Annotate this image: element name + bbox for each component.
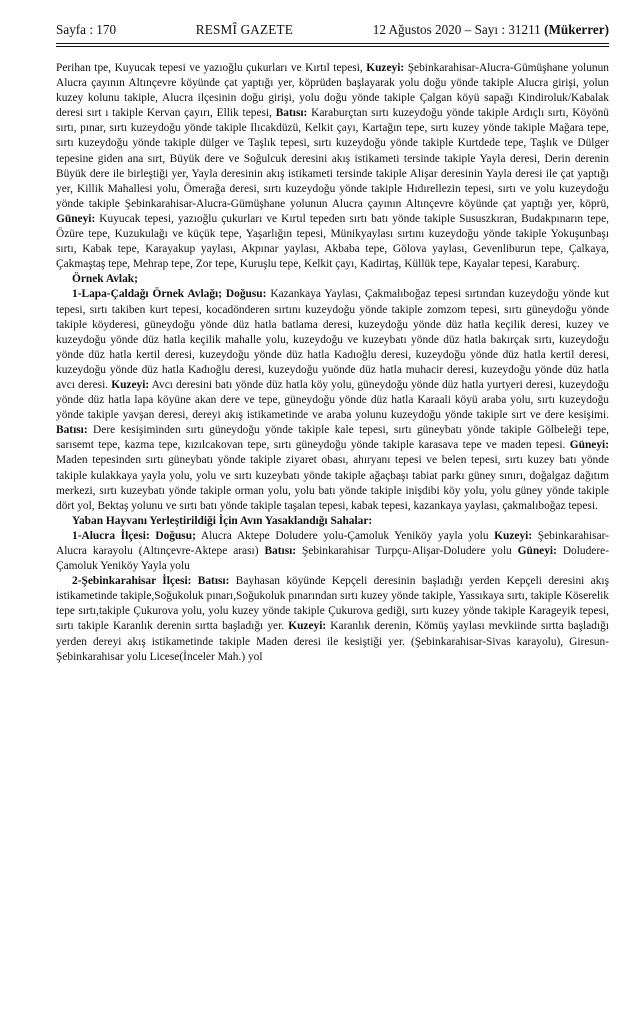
- text-run: Perihan tpe, Kuyucak tepesi ve yazıoğlu çukurları ve Kırtıl tepesi,: [56, 62, 367, 74]
- heading-wildlife-ban-areas: Yaban Hayvanı Yerleştirildiği İçin Avın Yasaklandığı Sahalar:: [72, 514, 373, 527]
- text-run: Avcı deresini batı yönde düz hatla köy yolu, güneydoğu yönde düz hatla yurtyeri deresi, kuzeydoğu yönde düz hatla lapa köyüne akan dere ve tepe, güneydoğu yönde düz hatla Karaali köyü araba yolu, sırtı kuzeydoğu yönde takiple yavşan deresi, dereyi akış istikametinde ve araba yolunu kuzeydoğu yönde takiple sırt ve dere kesişimi.: [56, 378, 609, 422]
- text-run: Dere kesişiminden sırtı güneydoğu yönde takiple kale tepesi, sırtı güneybatı yönde takiple Gölbeleği tepe, sarısemt tepe, kazma tepe, kızılcakovan tepe, sırtı güneydoğu yönde takiple karasava tepe ve maden tepesi.: [56, 424, 609, 452]
- text-run: Kazankaya Yaylası, Çakmalıboğaz tepesi sırtından kuzeydoğu yönde kut tepesi, sırtı takiben kurt tepesi, kocadönderen sırtını kuzeydoğu yönde takiple zomzom tepesi, sırtı güneydoğu yönde takiple köyderesi, güneydoğu yönde düz hatla batlama deresi, kuzeydoğu yönde düz hatla keçilik deresi, kuzey ve kuzeydoğu yönde düz hatla keçilik mahalle yolu, kuzeydoğu ve kuzeybatı yönde düz hatla bakırçak sırtı, kuzeydoğu yönde düz hatla kertil deresi, kuzeydoğu yönde düz hatla Kadıoğlu deresi, kuzeydoğu yönde düz hatla kertil deresi, kuzeydoğu yönde düz hatla Kadıoğlu deresi, kuzeydoğu yuönde düz hatla muhacir deresi, kuzeydoğu yönde düz hatla avcı deresi.: [56, 288, 609, 391]
- issue-date-number: 12 Ağustos 2020 – Sayı : 31211: [372, 22, 545, 37]
- paragraph-lapa-caldagi: [56, 287, 609, 513]
- text-run: Maden tepesinden sırtı güneybatı yönde takiple ziyaret obası, ahıryanı tepesi ve belen tepesi, sırtı kuzey batı yönde takiple kulakkaya yayla yolu, yolu ve sırtı kuzeybatı yönde takiple ağaçbaşı tabiat parkı güney sınırı, doğalgaz dağıtım merkezi, sırtı kuzeybatı yönde takiple orman yolu, yolu batı yönde takiple inişdibi köy yolu, yolu güney yönde takiple dört yol, Bektaş yolunu ve sırtı batı yönde takiple taşalan tepesi, kabak tepesi, kazankaya yaylası, çakmalıboğaz tepesi.: [56, 454, 609, 512]
- paragraph-boundaries-continued: [56, 61, 609, 272]
- label-north: Kuzeyi:: [366, 62, 405, 74]
- label-south: Güneyi:: [517, 545, 557, 557]
- text-run: Bayhasan köyünde Kepçeli deresinin başladığı yerden Kepçeli deresini akış istikametinde takiple,Soğukoluk pınarı,Soğukoluk pınarından sırtı kuzey yönde takiple, Yassıkaya sırtı, takiple Köserelik tepe sırtı,takiple Çukurova yolu, yolu kuzey yönde takiple Çukurova gediği, sırtı kuzey yönde takiple Karageyik tepesi, sırtı takiple Karanlık derenin sırtta başladığı yer.: [56, 575, 609, 633]
- label-west: Batısı:: [56, 424, 88, 437]
- label-lapa-east: 1-Lapa-Çaldağı Örnek Avlağı; Doğusu:: [72, 288, 267, 301]
- issue-info: [373, 22, 609, 38]
- label-west: Batısı:: [264, 545, 297, 557]
- paragraph-sebinkarahisar: [56, 574, 609, 665]
- text-run: Karanlık derenin, Kömüş yaylası mevkiinde sırtta başladığı yerden dereyi akış istikametinde takiple Maden deresi ile kesiştiği yer. (Şebinkarahisar-Sivas karayolu), Giresun-Şebinkarahisar yolu Licese(İnceler Mah.) yol: [56, 620, 609, 663]
- page-header: [56, 22, 609, 42]
- text-run: Alucra Aktepe Doludere yolu-Çamoluk Yeniköy yayla yolu: [195, 529, 495, 542]
- text-run: Şebinkarahisar-Alucra karayolu (Altınçevre-Aktepe arası): [56, 529, 609, 557]
- text-run: Kuyucak tepesi, yazıoğlu çukurları ve Kırtıl tepeden sırtı batı yönde takiple Sususzkıran, Budakpınarın tepe, Özüre tepe, Kuzukulağı ve küçük tepe, Yaşarlığın tepesi, Münikyaylası sırtını kuzeydoğu yönde takiple Yokuşunbaşı sırtı, Kabak tepe, Karayakup yaylası, Akpınar yaylası, Akbaba tepe, Gölova yaylası, Gevenliburun tepe, Çalkaya, Çakmaştaş tepe, Mehrap tepe, Zor tepe, Kuruşlu tepe, Kelkit çayı, Kadirtaş, Küllük tepe, Kayalar tepesi, Karaburç.: [56, 212, 609, 271]
- text-run: Şebinkarahisar Turpçu-Alişar-Doludere yolu: [296, 545, 518, 557]
- text-run: Doludere-Çamoluk Yeniköy Yayla yolu: [56, 545, 609, 573]
- text-run: Karaburçtan sırtı kuzeydoğu yönde takiple Ardıçlı sırtı, Köyönü sırtı, pınar, sırtı kuzeydoğu yönde takiple Ilıcakdüzü, Kelkit çayı, Kartağın tepe, sırtı kuzey yönde takiple Mağara tepe, sırtı kuzeydoğu yönde takiple dülger ve Taşlık tepesi, sırtı kuzeydoğu yönde takiple Kurtdede tepe, Taşlık ve Dülger tepesine giden ana sırt, Büyük dere ve Soğulcuk deresini akış istikameti tersinde takiple Yayla deresi, Derin derenin Büyük dere ile birleştiği yer, Yayla deresinin akış istikameti tersinde takiple Alişar deresinin Yayla deresi ile çat yaptığı yer, Killik Mahallesi yolu, Ömerağa deresi, sırtı kuzeydoğu yönde takiple Hıdırellezin tepesi, sırtı ve yolu kuzeydoğu yönde takiple Şebinkarahisar-Alucra-Gümüşhane yolunun Alucra çayının Altınçevre köyünde çat yaptığı yer, köprü,: [56, 107, 609, 210]
- label-north: Kuzeyi:: [111, 378, 150, 391]
- label-north: Kuzeyi:: [494, 529, 533, 542]
- text-run: Şebinkarahisar-Alucra-Gümüşhane yolunun Alucra çayının Altınçevre köyünde çat yaptığı yer, köprüden başlayarak yolu doğu yönde takiple Alucra girişi, yolun kuzey kolunu takiple, Alucra ilçesinin doğu girişi, yolu doğu yönde takiple Çalgan köyü sapağı Kindiroluk/Kabalak deresi sırt ı takiple Kervan çayırı, Ellik tepesi,: [56, 62, 609, 120]
- header-rule-thick: [56, 43, 609, 44]
- label-south: Güneyi:: [56, 212, 96, 225]
- issue-supplement: (Mükerrer): [544, 22, 609, 37]
- label-south: Güneyi:: [569, 439, 609, 452]
- page-number: Sayfa : 170: [56, 22, 117, 37]
- document-body: [56, 61, 609, 665]
- header-rule-thin: [56, 46, 609, 47]
- label-north: Kuzeyi:: [288, 620, 327, 633]
- paragraph-alucra: [56, 529, 609, 574]
- label-sebinkarahisar-west: 2-Şebinkarahisar İlçesi: Batısı:: [72, 575, 230, 588]
- gazette-title: RESMÎ GAZETE: [195, 22, 294, 37]
- label-alucra-east: 1-Alucra İlçesi: Doğusu;: [72, 529, 196, 542]
- heading-sample-hunting-area: Örnek Avlak;: [72, 273, 138, 286]
- label-west: Batısı:: [275, 107, 308, 120]
